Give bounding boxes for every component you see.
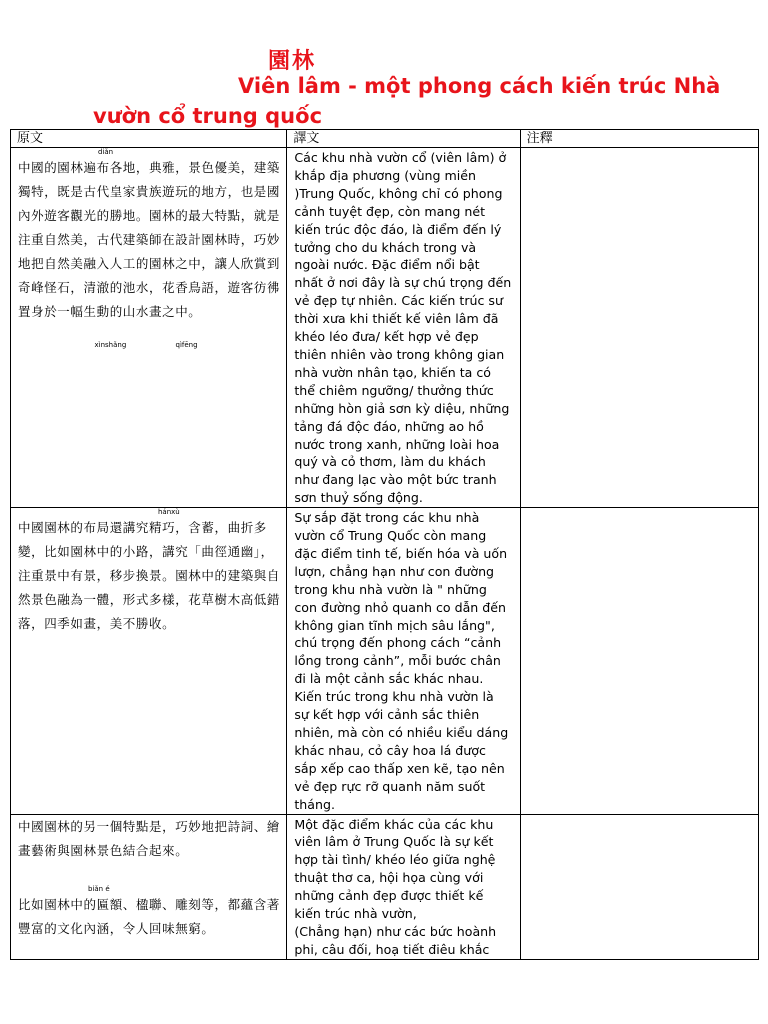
chinese-cell bbox=[11, 508, 287, 814]
chinese-cell bbox=[11, 814, 287, 959]
pinyin-annotation: hánxù bbox=[158, 508, 180, 517]
notes-text bbox=[521, 815, 758, 816]
chinese-text: 中國的園林遍布各地，典雅，景色優美，建築獨特，既是古代皇家貴族遊玩的地方，也是國內外遊客觀光的勝地。園林的最大特點，就是注重自然美，古代建築師在設計園林時，巧妙地把自然美融入人工的園林之中，讓人欣賞到奇峰怪石，清澈的池水，花香鳥語，遊客彷彿置身於一幅生動的山水畫之中。 bbox=[18, 160, 281, 319]
vietnamese-cell bbox=[287, 148, 520, 508]
notes-cell bbox=[520, 814, 758, 959]
pinyin-annotation: diǎn bbox=[98, 148, 114, 156]
title-vietnamese-line1: Viên lâm - một phong cách kiến trúc Nhà bbox=[238, 74, 721, 98]
vietnamese-text: Sự sắp đặt trong các khu nhà vườn cổ Trung Quốc còn mang đặc điểm tinh tế, biến hóa và uốn lượn, chẳng hạn như con đường trong khu nhà vườn là " những con đường nhỏ quanh co dẫn đến không gian tĩnh mịch sâu lắng", chú trọng đến phong cách “cảnh lồng trong cảnh”, mỗi bước chân đi là một cảnh sắc khác nhau. Kiến trúc trong khu nhà vườn là sự kết hợp với cảnh sắc thiên nhiên, mà còn có nhiều kiểu dáng khác nhau, cỏ cây hoa lá được sắp xếp cao thấp xen kẽ, tạo nên vẻ đẹp rực rỡ quanh năm suốt tháng. bbox=[294, 510, 509, 812]
pinyin-annotation: qìfēng bbox=[175, 340, 198, 349]
header-translation: 譯文 bbox=[287, 130, 520, 148]
table-row bbox=[11, 814, 759, 959]
chinese-text: 中國園林的布局還講究精巧，含蓄，曲折多變，比如園林中的小路，講究「曲徑通幽」，注重景中有景，移步換景。園林中的建築與自然景色融為一體，形式多樣，花草樹木高低錯落，四季如畫，美不勝收。 bbox=[18, 520, 281, 632]
notes-cell bbox=[520, 148, 758, 508]
title-chinese: 園林 bbox=[268, 49, 317, 74]
table-row bbox=[11, 508, 759, 814]
title-vietnamese-line2: vườn cổ trung quốc bbox=[93, 104, 323, 128]
vietnamese-cell bbox=[287, 508, 520, 814]
header-original: 原文 bbox=[11, 130, 287, 148]
vietnamese-text: Một đặc điểm khác của các khu viên lâm ở Trung Quốc là sự kết hợp tài tình/ khéo léo giữa nghệ thuật thơ ca, hội họa cùng với những cảnh đẹp được thiết kế kiến trúc nhà vườn, (Chẳng hạn) như các bức hoành phi, câu đối, hoạ tiết điêu khắc bbox=[294, 816, 497, 957]
header-notes: 注釋 bbox=[520, 130, 758, 148]
notes-text bbox=[521, 148, 758, 149]
table-row bbox=[11, 148, 759, 508]
chinese-text: 中國園林的另一個特點是，巧妙地把詩詞、繪畫藝術與園林景色結合起來。 bbox=[18, 818, 281, 858]
pinyin-annotation: biǎn é bbox=[88, 884, 110, 893]
chinese-cell bbox=[11, 148, 287, 508]
pinyin-annotation: xìnshǎng bbox=[94, 340, 127, 349]
notes-cell bbox=[520, 508, 758, 814]
translation-table bbox=[10, 129, 759, 960]
notes-text bbox=[521, 508, 758, 509]
chinese-text: 比如園林中的匾額、楹聯、雕刻等，都蘊含著豐富的文化內涵，令人回味無窮。 bbox=[18, 896, 281, 936]
vietnamese-text: Các khu nhà vườn cổ (viên lâm) ở khắp địa phương (vùng miền )Trung Quốc, không chỉ có phong cảnh tuyệt đẹp, còn mang nét kiến trúc độc đáo, là điểm đến lý tưởng cho du khách trong và ngoài nước. Đặc điểm nổi bật nhất ở nơi đây là sự chú trọng đến vẻ đẹp tự nhiên. Các kiến trúc sư thời xưa khi thiết kế viên lâm đã khéo léo đưa/ kết hợp vẻ đẹp thiên nhiên vào trong không gian nhà vườn nhân tạo, khiến ta có thể chiêm ngưỡng/ thưởng thức những hòn giả sơn kỳ diệu, những tảng đá độc đáo, những ao hồ nước trong xanh, những loài hoa quý và cỏ thơm, làm du khách như đang lạc vào một bức tranh sơn thuỷ sống động. bbox=[294, 150, 512, 506]
vietnamese-cell bbox=[287, 814, 520, 959]
table-header-row bbox=[11, 130, 759, 148]
